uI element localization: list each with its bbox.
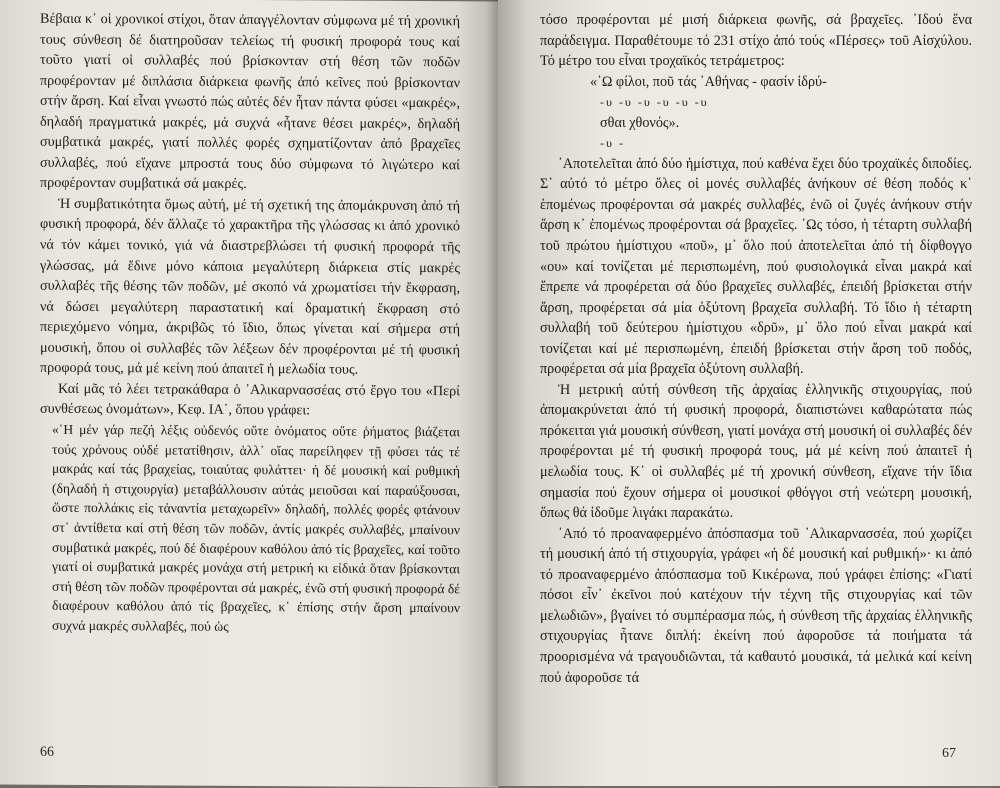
verse-line: «᾿Ω φίλοι, ποῦ τάς ᾿Αθήνας - φασίν ἱδρύ-: [590, 73, 827, 90]
left-page-text: [40, 9, 460, 638]
paragraph: Καί μᾶς τό λέει τετρακάθαρα ὁ ᾿Αλικαρνασσέας στό ἔργο του «Περί συνθέσεως ὀνομάτων», Κεφ. ΙΑ΄, ὅπου γράφει:: [40, 380, 460, 419]
paragraph: ᾿Από τό προαναφερμένο ἀπόσπασμα τοῦ ᾿Αλικαρνασσέα, πού χωρίζει τή μουσική ἀπό τή στιχουργία, γράφει «ἡ δέ μουσική καί ρυθμική»· κι ἀπό τό προαναφερμένο ἀπόσπασμα τοῦ Κικέρωνα, πού γράφει ἐπίσης: «Γιατί πόσοι εἶν᾿ ἐκεῖνοι πού κατέχουν τήν τέχνη τῆς στιχουργίας καί τῶν μελωδιῶν», βγαίνει τό συμπέρασμα πώς, ἡ σύνθεση τῆς ἀρχαίας ἑλληνικῆς στιχουργίας ἦτανε διπλή: ἐκείνη πού ἀφοροῦσε τά ποιήματα τά προορισμένα νά τραγουδιῶνται, τά καθαυτό μουσικά, τά μελικά καί κείνη πού ἀφοροῦσε τά: [540, 525, 972, 686]
meter-scansion: -υ -υ -υ -υ -υ -υ: [600, 95, 709, 110]
paragraph: Ἡ μετρική αὐτή σύνθεση τῆς ἀρχαίας ἑλληνικῆς στιχουργίας, πού ἀπομακρύνεται ἀπό τή φυσική προφορά, διαπιστώνει καθαρώτατα πώς πρόκειται γιά μουσική σύνθεση, γιατί μονάχα στή μουσική οἱ συλλαβές δέν προφέρονται μέ τή φυσική προφορά τους, μά μέ κείνη πού ἀπαιτεῖ ἡ μελωδία τους. Κ᾿ οἱ συλλαβές μέ τή χρονική σύνθεση, εἴχανε τήν ἴδια σημασία πού ἔχουν σήμερα οἱ μουσικοί φθόγγοι στή νεώτερη μουσική, ὅπως θά ἰδοῦμε λιγάκι παρακάτω.: [540, 381, 972, 522]
paragraph: Βέβαια κ᾿ οἱ χρονικοί στίχοι, ὅταν ἀπαγγέλονταν σύμφωνα μέ τή χρονική τους σύνθεση δέ διατηροῦσαν τελείως τή φυσική προφορά τους καί τοῦτο γιατί οἱ συλλαβές πού βρίσκονταν στή θέση τῶν ποδῶν προφέρονταν μέ διπλάσια διάρκεια φωνῆς ἀπό κεῖνες πού βρίσκονταν στήν ἄρση. Καί εἶναι γνωστό πώς αὐτές δέν ἦταν πάντα φύσει «μακρές», δηλαδή πραγματικά μακρές, μά συχνά «ἦτανε θέσει μακρές», δηλαδή συμβατικά μακρές, γιατί πολλές φορές σχηματίζονταν ἀπό βραχεῖες συλλαβές, πού εἴχανε μπροστά τους δύο σύμφωνα τό λιγώτερο καί προφέρονταν συμβατικά σά μακρές.: [40, 10, 460, 193]
paragraph: τόσο προφέρονται μέ μισή διάρκεια φωνῆς, σά βραχεῖες. ᾿Ιδού ἕνα παράδειγμα. Παραθέτουμε τό 231 στίχο ἀπό τούς «Πέρσες» τοῦ Αἰσχύλου. Τό μέτρο του εἶναι τροχαϊκός τετράμετρος:: [540, 12, 972, 70]
quotation-block: «῾Η μέν γάρ πεζή λέξις οὐδενός οὔτε ὀνόματος οὔτε ῥήματος βιάζεται τούς χρόνους οὐδέ μετατίθησιν, ἀλλ᾿ οἵας παρείληφεν τῇ φύσει τάς τέ μακράς καί τάς βραχείας, τοιαύτας φυλάττει· ἡ δέ μουσική καί ρυθμική (δηλαδή ἡ στιχουργία) μεταβάλλουσιν αὐτάς μειοῦσαι καί παραύξουσαι, ὥστε πολλάκις εἰς τἀναντία μεταχωρεῖν» δηλαδή, πολλές φορές φτάνουν στ᾿ ἀντίθετα καί στή θέση τῶν ποδῶν, ἀντίς μακρές συλλαβές, μπαίνουν συμβατικά μακρές, πού δέ διαφέρουν καθόλου ἀπό τίς βραχεῖες, καί τοῦτο γιατί οἱ συμβατικά μακρές μονάχα στή μετρική κι εἰδικά ὅταν βρίσκονται στή θέση τῶν ποδῶν προφέρονται σά μακρές, ἐνῶ στή φυσική προφορά δέ διαφέρουν καθόλου ἀπό τίς βραχεῖες, κ᾿ ἐπίσης στήν ἄρση μπαίνουν συχνά μακρές συλλαβές, πού ὡς: [52, 421, 460, 634]
paragraph: ᾿Αποτελεῖται ἀπό δύο ἡμίστιχα, πού καθένα ἔχει δύο τροχαϊκές διποδίες. Σ᾿ αὐτό τό μέτρο ὅλες οἱ μονές συλλαβές ἀνήκουν σέ θέση ποδός κ᾿ ἑπομένως προφέρονται σά μακρές συλλαβές, ἐνῶ οἱ ζυγές ἀνήκουν στήν ἄρση κ᾿ ἑπομένως προφέρονται σά βραχεῖες. ῾Ως τόσο, ἡ τέταρτη συλλαβή τοῦ πρώτου ἡμίστιχου «ποῦ», μ᾿ ὅλο πού ἀποτελεῖται ἀπό τή δίφθογγο «ου» καί τονίζεται μέ περισπωμένη, πού φυσιολογικά εἶναι μακρά καί ἔπρεπε νά προφέρεται σά δύο βραχεῖες συλλαβές, ἐπειδή βρίσκεται στήν ἄρση, προφέρεται σά μία ὀξύτονη βραχεῖα συλλαβή. Τό ἴδιο ἡ τέταρτη συλλαβή τοῦ δεύτερου ἡμίστιχου «δρῦ», μ᾿ ὅλο πού εἶναι μακρά καί τονίζεται καί μέ περισπωμένη, ἐπειδή βρίσκεται στήν ἄρση τοῦ ποδός, προφέρεται σά μία βραχεῖα ὀξύτονη συλλαβή.: [540, 155, 972, 378]
page-number: 66: [40, 744, 54, 760]
meter-scansion: -υ -: [600, 136, 625, 151]
right-page: [498, 0, 1000, 786]
right-page-text: [540, 10, 972, 688]
paragraph: Ἡ συμβατικότητα ὅμως αὐτή, μέ τή σχετική της ἀπομάκρυνση ἀπό τή φυσική προφορά, δέν ἄλλαζε τό χαρακτῆρα τῆς γλώσσας κι ἀπό χρονικό νά τόν κάμει τονικό, γιά νά διαστρεβλώσει τή φυσική προφορά τῆς γλώσσας, μά ἔδινε μόνο κάποια μεγαλύτερη διάρκεια στίς μακρές συλλαβές τῆς θέσης τῶν ποδῶν, μέ σκοπό νά χρωματίσει τήν ἔκφραση, νά δώσει μεγαλύτερη παραστατική καί δραματική ἔκφραση στό περιεχόμενο νόημα, ἀκριβῶς τό ἴδιο, ὅπως γίνεται καί σήμερα στή μουσική, ὅπου οἱ συλλαβές τῶν λέξεων δέν προφέρονται μέ τή φυσική προφορά τους, μά μέ κείνη πού ἀπαιτεῖ ἡ μελωδία τους.: [40, 195, 460, 378]
verse-quotation: [540, 72, 972, 154]
page-number: 67: [942, 746, 956, 761]
verse-line: σθαι χθονός».: [600, 114, 680, 131]
left-page: [0, 0, 498, 788]
